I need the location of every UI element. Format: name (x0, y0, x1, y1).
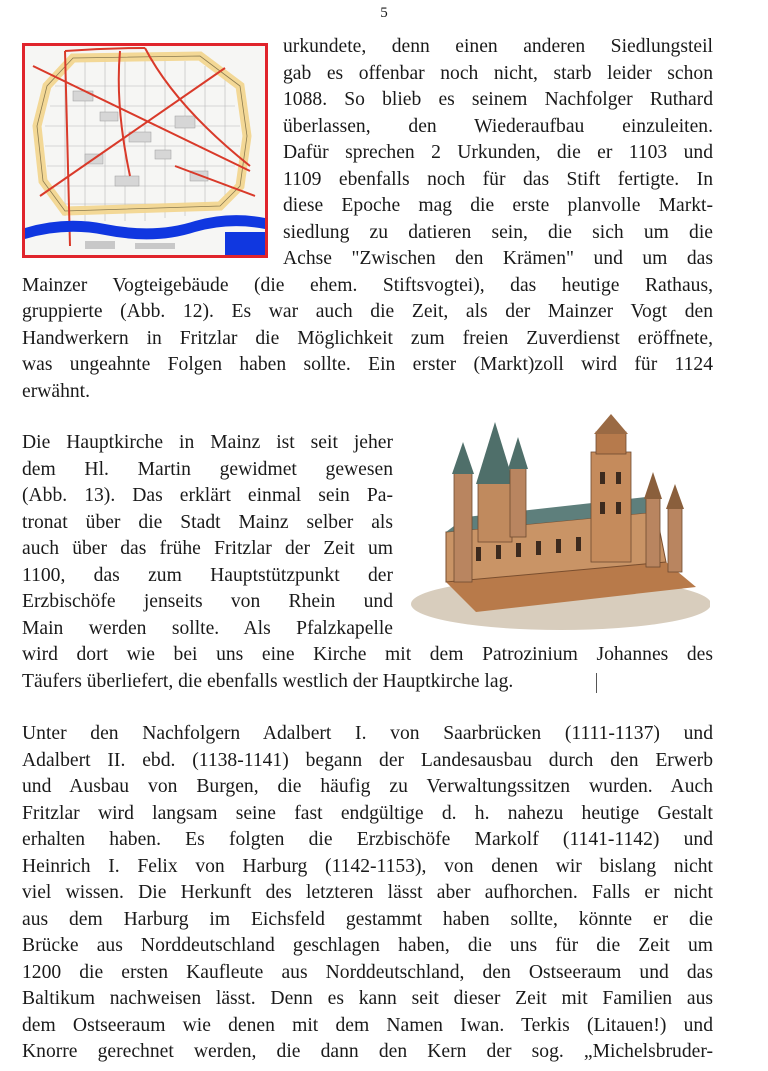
text-line: urkundete, denn einen anderen Siedlungsteil (283, 36, 713, 57)
text-line: tronat über die Stadt Mainz selber als (22, 511, 393, 533)
text-line: auch über das frühe Fritzlar der Zeit um (22, 538, 393, 559)
text-line: Brücke aus Norddeutschland geschlagen haben, die uns für die Zeit um (22, 935, 713, 956)
text-line: siedlung zu datieren sein, die sich um die (283, 221, 713, 243)
text-line: dem Ostseeraum wie denen mit dem Namen Iwan. Terkis (Litauen!) und (22, 1014, 713, 1036)
text-line: gab es offenbar noch nicht, starb leider schon (283, 62, 713, 84)
text-line: erhalten haben. Es folgten die Erzbischöfe Markolf (1141-1142) und (22, 829, 713, 850)
text-line: und Ausbau von Burgen, die häufig zu Verwaltungssitzen wurden. Auch (22, 776, 713, 797)
text-line: dem Hl. Martin gewidmet gewesen (22, 458, 393, 480)
text-cursor (596, 673, 597, 693)
text-line: erwähnt. (22, 380, 91, 402)
text-line: gruppierte (Abb. 12). Es war auch die Zeit, als der Mainzer Vogt den (22, 301, 713, 322)
paragraph-1 (22, 34, 713, 405)
paragraph-3 (22, 721, 713, 1066)
text-line: überlassen, den Wiederaufbau einzuleiten. (283, 115, 713, 137)
text-line: Heinrich I. Felix von Harburg (1142-1153), von denen wir bislang nicht (22, 855, 713, 877)
paragraph-2 (22, 430, 713, 695)
text-line: wird dort wie bei uns eine Kirche mit dem Patrozinium Johannes des (22, 644, 713, 665)
text-line: Baltikum nachweisen lässt. Denn es kann seit dieser Zeit mit Familien aus (22, 988, 713, 1009)
text-line: Handwerkern in Fritzlar die Möglichkeit zum freien Zuverdienst eröffnete, (22, 327, 713, 349)
page-number: 5 (380, 5, 388, 21)
text-line: aus dem Harburg im Eichsfeld gestammt haben sollte, könnte er die (22, 908, 713, 930)
text-line: 1088. So blieb es seinem Nachfolger Ruthard (283, 89, 713, 110)
text-line: Unter den Nachfolgern Adalbert I. von Saarbrücken (1111-1137) und (22, 723, 713, 744)
text-line: was ungeahnte Folgen haben sollte. Ein erster (Markt)zoll wird für 1124 (22, 354, 713, 375)
text-line: Knorre gerechnet werden, die dann den Kern der sog. „Michelsbruder- (22, 1041, 713, 1062)
text-line: Die Hauptkirche in Mainz ist seit jeher (22, 432, 393, 453)
text-line: 1109 ebenfalls noch für das Stift fertigte. In (283, 168, 713, 190)
text-line: Erzbischöfe jenseits von Rhein und (22, 591, 393, 612)
text-line: 1100, das zum Hauptstützpunkt der (22, 564, 393, 586)
text-line: Achse "Zwischen den Krämen" und um das (283, 248, 713, 269)
text-line: (Abb. 13). Das erklärt einmal sein Pa- (22, 485, 393, 506)
text-line: Adalbert II. ebd. (1138-1141) begann der Landesausbau durch den Erwerb (22, 749, 713, 771)
text-line: 1200 die ersten Kaufleute aus Norddeutschland, den Ostseeraum und das (22, 961, 713, 983)
text-line: diese Epoche mag die erste planvolle Markt- (283, 195, 713, 216)
text-line: viel wissen. Die Herkunft des letzteren lässt aber aufhorchen. Falls er nicht (22, 882, 713, 903)
text-line: Mainzer Vogteigebäude (die ehem. Stiftsvogtei), das heutige Rathaus, (22, 274, 713, 296)
text-line: Täufers überliefert, die ebenfalls westlich der Hauptkirche lag. (22, 670, 514, 692)
text-line: Fritzlar wird langsam seine fast endgültige d. h. nahezu heutige Gestalt (22, 802, 713, 824)
text-line: Dafür sprechen 2 Urkunden, die er 1103 und (283, 142, 713, 163)
text-line: Main werden sollte. Als Pfalzkapelle (22, 617, 393, 639)
